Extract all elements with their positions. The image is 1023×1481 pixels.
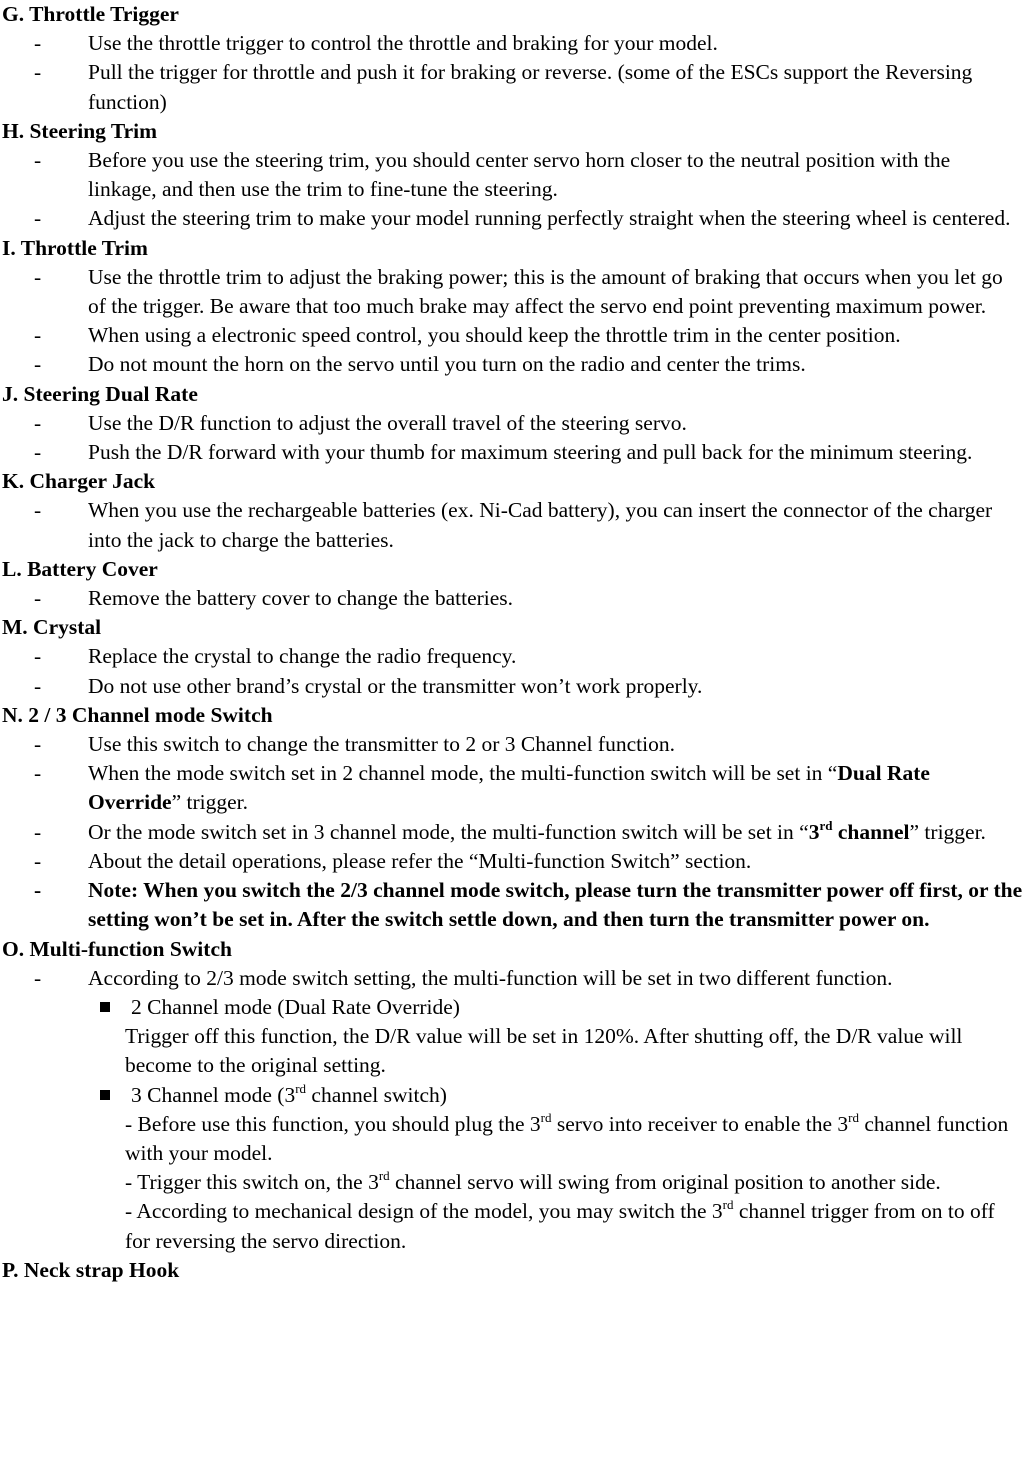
paragraph: - Trigger this switch on, the 3rd channel servo will swing from original position to another side.: [125, 1168, 941, 1195]
list-item: - Do not mount the horn on the servo until you turn on the radio and center the trims.: [34, 352, 806, 377]
section-heading-battery-cover: L. Battery Cover: [2, 556, 158, 581]
list-item: - Use this switch to change the transmitter to 2 or 3 Channel function.: [34, 732, 675, 757]
section-heading-charger-jack: K. Charger Jack: [2, 469, 156, 494]
list-item: - Use the throttle trigger to control the throttle and braking for your model.: [34, 31, 718, 56]
section-heading-throttle-trigger: G. Throttle Trigger: [2, 2, 179, 26]
section-heading-crystal: M. Crystal: [2, 615, 102, 640]
paragraph: - According to mechanical design of the model, you may switch the 3rd channel trigger from on to off for reversing the servo direction.: [125, 1197, 995, 1253]
list-item: - Use the D/R function to adjust the overall travel of the steering servo.: [34, 410, 687, 435]
list-item: - When the mode switch set in 2 channel mode, the multi-function switch will be set in “Dual Rate Override” trigger.: [34, 761, 930, 815]
list-item: - Remove the battery cover to change the batteries.: [34, 586, 514, 611]
section-heading-neck-strap-hook: P. Neck strap Hook: [2, 1257, 180, 1282]
paragraph: - Before use this function, you should plug the 3rd servo into receiver to enable the 3rd channel function with your model.: [125, 1109, 1009, 1165]
bullet-item-3-channel-mode: 3 Channel mode (3rd channel switch): [2, 1081, 1023, 1110]
note-item: - Note: When you switch the 2/3 channel mode switch, please turn the transmitter power off first, or the setting won’t be set in. After the switch settle down, and then turn the transmitter power on.: [34, 878, 1023, 932]
list-item: - When using a electronic speed control, you should keep the throttle trim in the center position.: [34, 323, 901, 348]
list-item: - According to 2/3 mode switch setting, the multi-function will be set in two different function.: [34, 965, 893, 990]
square-bullet-icon: [100, 1002, 110, 1012]
list-item: - When you use the rechargeable batteries (ex. Ni-Cad battery), you can insert the connector of the charger into the jack to charge the batteries.: [34, 498, 993, 552]
list-item: - Before you use the steering trim, you should center servo horn closer to the neutral position with the linkage, and then use the trim to fine-tune the steering.: [34, 148, 951, 202]
list-item: - Adjust the steering trim to make your model running perfectly straight when the steering wheel is centered.: [34, 206, 1011, 231]
bullet-item-2-channel-mode: 2 Channel mode (Dual Rate Override): [2, 993, 1023, 1022]
section-heading-multi-function-switch: O. Multi-function Switch: [2, 936, 232, 961]
section-heading-steering-dual-rate: J. Steering Dual Rate: [2, 381, 198, 406]
paragraph: Trigger off this function, the D/R value will be set in 120%. After shutting off, the D/R value will become to the original setting.: [125, 1024, 963, 1078]
section-heading-channel-mode-switch: N. 2 / 3 Channel mode Switch: [2, 702, 273, 727]
list-item: - About the detail operations, please refer the “Multi-function Switch” section.: [34, 848, 752, 873]
list-item: - Or the mode switch set in 3 channel mode, the multi-function switch will be set in “3rd channel” trigger.: [34, 817, 986, 844]
list-item: - Push the D/R forward with your thumb for maximum steering and pull back for the minimum steering.: [34, 440, 973, 465]
section-heading-steering-trim: H. Steering Trim: [2, 118, 158, 143]
list-item: - Use the throttle trim to adjust the braking power; this is the amount of braking that occurs when you let go of the trigger. Be aware that too much brake may affect the servo end point preventing maximum power.: [34, 264, 1003, 319]
square-bullet-icon: [100, 1090, 110, 1100]
list-item: - Do not use other brand’s crystal or the transmitter won’t work properly.: [34, 673, 703, 698]
section-heading-throttle-trim: I. Throttle Trim: [2, 235, 148, 260]
list-item: - Pull the trigger for throttle and push it for braking or reverse. (some of the ESCs support the Reversing function): [34, 60, 973, 114]
list-item: - Replace the crystal to change the radio frequency.: [34, 644, 517, 669]
